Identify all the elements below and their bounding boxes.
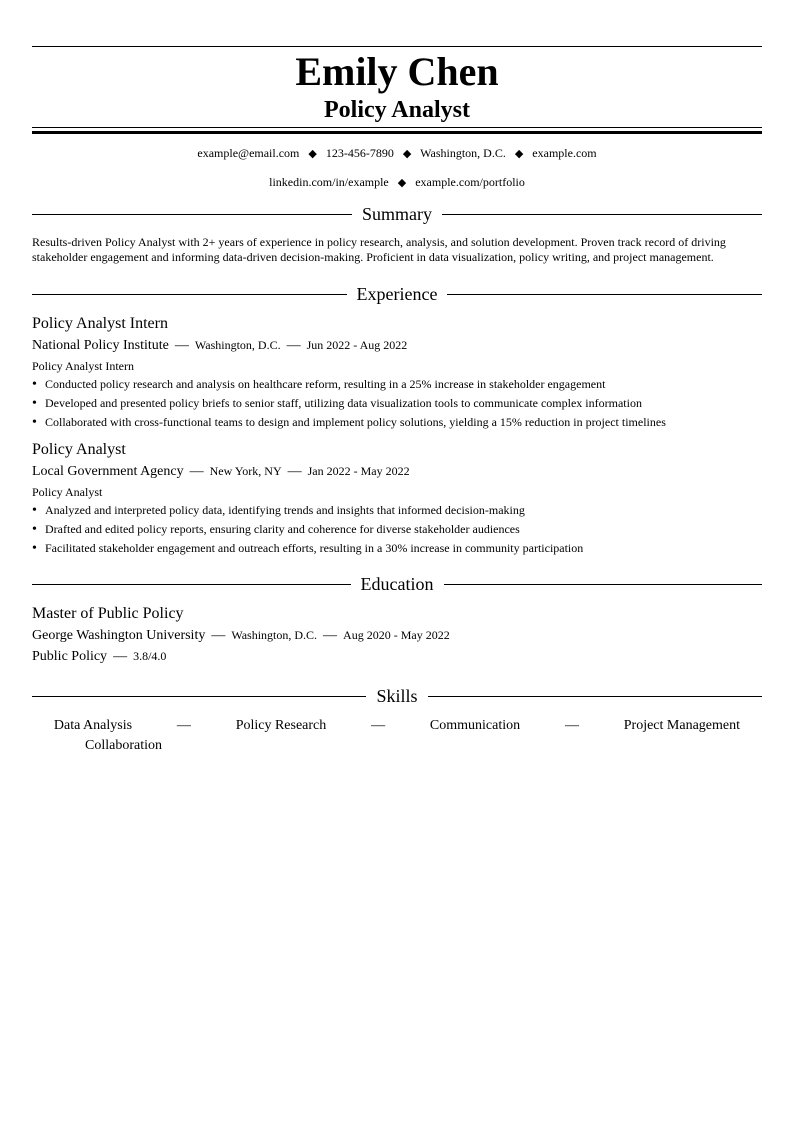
job-bullets: [32, 503, 762, 555]
job-dates: Jan 2022 - May 2022: [307, 464, 410, 478]
education-dates: Aug 2020 - May 2022: [343, 628, 450, 642]
list-item: • Collaborated with cross-functional teams to design and implement policy solutions, yielding a 15% reduction in project timelines: [32, 415, 762, 429]
summary-heading-label: Summary: [362, 204, 432, 224]
diamond-separator-icon: ◆: [402, 148, 412, 160]
education-heading-label: Education: [360, 574, 434, 594]
summary-text: Results-driven Policy Analyst with 2+ years of experience in policy research, analysis, and solution development. Proven track record of driving stakeholder engagement and informing data-driven decision-making. Proficient in data visualization, policy writing, and project management.: [32, 235, 726, 264]
job-title: Policy Analyst: [32, 441, 126, 458]
job-role: Policy Analyst Intern: [32, 359, 134, 373]
job-org: National Policy Institute: [32, 338, 169, 353]
job-location: New York, NY: [209, 464, 282, 478]
dash-separator: —: [174, 338, 189, 353]
candidate-name: Emily Chen: [295, 49, 499, 94]
dash-separator: —: [113, 649, 128, 664]
diamond-separator-icon: ◆: [397, 177, 407, 189]
education-heading: [32, 573, 762, 595]
contact-linkedin[interactable]: linkedin.com/in/example: [269, 175, 389, 189]
skill-item: Project Management: [623, 718, 740, 733]
header-double-rule: [32, 127, 762, 134]
list-item: • Facilitated stakeholder engagement and outreach efforts, resulting in a 30% increase in community participation: [32, 541, 762, 555]
contact-line-2: [32, 175, 762, 190]
skill-item: Policy Research: [235, 718, 327, 733]
education-entry: [32, 604, 762, 666]
contact-phone[interactable]: 123-456-7890: [325, 146, 394, 160]
contact-portfolio[interactable]: example.com/portfolio: [415, 175, 525, 189]
job-dates: Jun 2022 - Aug 2022: [306, 338, 408, 352]
job-entry: [32, 314, 762, 429]
skills-list-row-2: [32, 737, 762, 755]
contact-website[interactable]: example.com: [532, 146, 597, 160]
contact-line-1: [32, 146, 762, 161]
candidate-title: Policy Analyst: [323, 97, 470, 123]
job-role: Policy Analyst: [32, 485, 103, 499]
summary-heading: [32, 203, 762, 225]
dash-separator: —: [211, 628, 226, 643]
resume-page: [32, 46, 762, 755]
skill-item: Data Analysis: [53, 718, 133, 733]
skill-item: Communication: [429, 718, 521, 733]
education-location: Washington, D.C.: [231, 628, 318, 642]
job-org-line: [32, 336, 762, 355]
dash-separator: —: [371, 718, 386, 733]
job-title: Policy Analyst Intern: [32, 315, 168, 332]
job-org: Local Government Agency: [32, 464, 184, 479]
experience-heading-label: Experience: [356, 284, 438, 304]
education-gpa: 3.8/4.0: [133, 649, 167, 663]
education-school-line: [32, 626, 762, 645]
education-field: Public Policy: [32, 649, 108, 664]
diamond-separator-icon: ◆: [514, 148, 524, 160]
contact-email[interactable]: example@email.com: [197, 146, 300, 160]
dash-separator: —: [189, 464, 204, 479]
list-item: • Developed and presented policy briefs to senior staff, utilizing data visualization tools to communicate complex information: [32, 396, 762, 410]
dash-separator: —: [323, 628, 338, 643]
list-item: • Conducted policy research and analysis on healthcare reform, resulting in a 25% increase in stakeholder engagement: [32, 377, 762, 391]
skills-heading: [32, 685, 762, 707]
education-school: George Washington University: [32, 628, 206, 643]
dash-separator: —: [287, 464, 302, 479]
experience-heading: [32, 283, 762, 305]
job-bullets: [32, 377, 762, 429]
list-item: • Analyzed and interpreted policy data, identifying trends and insights that informed decision-making: [32, 503, 762, 517]
dash-separator: —: [564, 718, 579, 733]
job-org-line: [32, 462, 762, 481]
diamond-separator-icon: ◆: [308, 148, 317, 160]
skill-item: Collaboration: [85, 738, 162, 753]
dash-separator: —: [286, 338, 301, 353]
contact-location: Washington, D.C.: [420, 146, 506, 160]
dash-separator: —: [176, 718, 191, 733]
education-degree: Master of Public Policy: [32, 605, 184, 622]
job-entry: [32, 440, 762, 555]
list-item: • Drafted and edited policy reports, ensuring clarity and coherence for diverse stakeholder audiences: [32, 522, 762, 536]
job-location: Washington, D.C.: [194, 338, 281, 352]
top-rule: [32, 46, 762, 47]
skills-list: [32, 717, 762, 735]
skills-heading-label: Skills: [376, 686, 418, 706]
education-field-line: [32, 647, 762, 666]
